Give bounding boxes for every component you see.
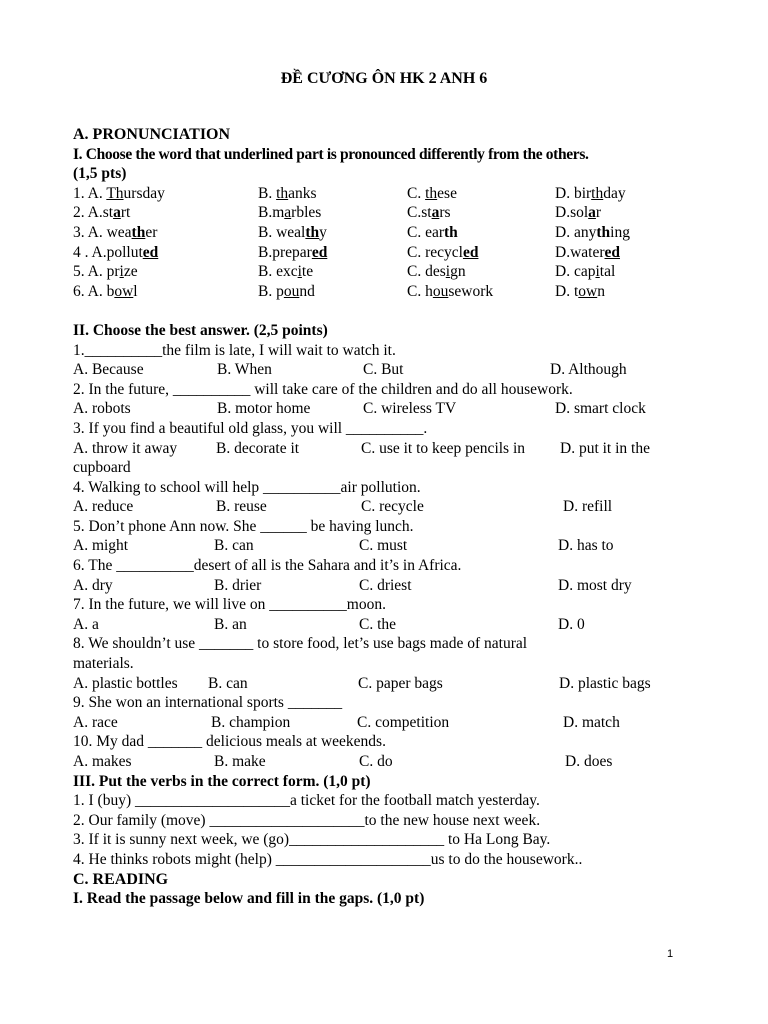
option-a: 6. A. bowl [73, 282, 138, 300]
answer-option: A. robots [73, 400, 131, 418]
answer-option: D. put it in the [560, 439, 650, 457]
option-d-word: watered [570, 243, 620, 261]
option-a: 4 . A.polluted [73, 243, 159, 261]
verb-form-list [73, 791, 673, 869]
question-text: 9. She won an international sports _______ [73, 694, 343, 712]
marked-letters: a [284, 204, 292, 222]
option-d: D. anything [555, 223, 630, 241]
answer-option: B. When [217, 361, 272, 379]
document-body [73, 125, 673, 909]
option-d-word: birthday [573, 184, 626, 202]
option-c: C. design [407, 263, 466, 281]
marked-letters: th [596, 223, 611, 241]
option-d: D.solar [555, 204, 602, 222]
option-b: B. wealthy [258, 223, 327, 241]
option-a: 3. A. weather [73, 223, 158, 241]
marked-letters: i [119, 263, 124, 281]
document-title: ĐỀ CƯƠNG ÔN HK 2 ANH 6 [280, 70, 488, 87]
option-c: C. these [407, 184, 457, 202]
answer-option: B. motor home [217, 400, 311, 418]
pronunciation-row [73, 262, 673, 282]
options-row [73, 536, 673, 556]
answer-option: D. plastic bags [559, 674, 651, 692]
answer-option: C. But [363, 361, 404, 379]
question-text: 8. We shouldn’t use _______ to store food, let’s use bags made of natural [73, 635, 528, 653]
answer-option: D. 0 [558, 615, 585, 633]
option-b: B.prepared [258, 243, 328, 261]
answer-option: B. champion [211, 713, 291, 731]
option-c-word: stars [421, 204, 451, 222]
answer-option: C. recycle [361, 498, 424, 516]
spacer [73, 301, 673, 321]
marked-letters: a [431, 204, 440, 222]
marked-letters: ed [142, 243, 159, 261]
marked-letters: th [305, 223, 320, 241]
option-b-word: wealthy [276, 223, 327, 241]
option-a-word: bowl [106, 282, 138, 300]
section-a-heading: A. PRONUNCIATION [73, 126, 231, 143]
pronunciation-row [73, 203, 673, 223]
answer-option: D. has to [558, 537, 614, 555]
option-a: 5. A. prize [73, 263, 138, 281]
marked-letters: a [588, 204, 596, 222]
multiple-choice-list [73, 341, 673, 772]
question-text: 2. In the future, __________ will take care of the children and do all housework. [73, 380, 573, 398]
part-i-heading: I. Choose the word that underlined part is pronounced differently from the others. [73, 145, 589, 163]
options-row [73, 674, 673, 694]
answer-option: C. must [359, 537, 408, 555]
option-b: B.marbles [258, 204, 322, 222]
option-c-word: these [425, 184, 457, 202]
option-a-word: weather [106, 223, 158, 241]
option-a-word: prize [106, 263, 138, 281]
answer-option: C. do [359, 753, 393, 770]
marked-letters: Th [106, 184, 124, 202]
marked-letters: th [131, 223, 146, 241]
marked-letters: ow [578, 282, 598, 300]
answer-option: A. makes [73, 753, 132, 770]
answer-option: C. paper bags [358, 674, 443, 692]
answer-option: B. decorate it [216, 439, 300, 457]
option-b-word: prepared [272, 243, 328, 261]
verb-question: 3. If it is sunny next week, we (go)____________________ to Ha Long Bay. [73, 831, 551, 849]
question-text: 10. My dad _______ delicious meals at weekends. [73, 733, 386, 751]
option-a-word: start [102, 204, 131, 222]
option-b-word: thanks [276, 184, 317, 202]
answer-option: A. Because [73, 361, 144, 379]
option-c: C.stars [407, 204, 451, 222]
option-d-word: anything [573, 223, 630, 241]
option-a: 1. A. Thursday [73, 184, 165, 202]
question-text: 7. In the future, we will live on __________moon. [73, 596, 386, 614]
option-c-word: earth [425, 223, 458, 241]
answer-option: C. wireless TV [363, 400, 457, 418]
option-continued: cupboard [73, 459, 131, 477]
answer-option: B. can [208, 674, 248, 692]
answer-option: C. driest [359, 576, 412, 594]
marked-letters: i [445, 263, 451, 281]
option-b: B. excite [258, 263, 314, 281]
marked-letters: a [113, 204, 121, 222]
marked-letters: ou [283, 282, 300, 300]
part-iii-heading: III. Put the verbs in the correct form. (1,0 pt) [73, 772, 371, 790]
verb-question: 2. Our family (move) ____________________to the new house next week. [73, 811, 541, 829]
marked-letters: ed [311, 243, 328, 261]
answer-option: D. smart clock [555, 400, 646, 418]
option-b: B. pound [258, 282, 315, 300]
option-b-word: pound [276, 282, 315, 300]
options-row [73, 497, 673, 517]
answer-option: B. an [214, 615, 247, 633]
answer-option: B. make [214, 753, 266, 770]
part-ii-heading: II. Choose the best answer. (2,5 points) [73, 321, 328, 339]
question-text-continued: materials. [73, 655, 134, 673]
options-row [73, 360, 673, 380]
pronunciation-row [73, 282, 673, 302]
marked-letters: th [276, 184, 289, 202]
options-row [73, 752, 673, 772]
pronunciation-list [73, 184, 673, 302]
answer-option: D. most dry [558, 576, 632, 594]
question-text: 1.__________the film is late, I will wait to watch it. [73, 341, 396, 359]
question-text: 3. If you find a beautiful old glass, you will __________. [73, 419, 428, 437]
answer-option: D. match [563, 713, 620, 731]
option-a: 2. A.start [73, 204, 131, 222]
option-c-word: recycled [425, 243, 479, 261]
option-d-word: solar [570, 204, 602, 222]
option-c: C. housework [407, 282, 494, 300]
option-d-word: town [573, 282, 605, 300]
option-c-word: housework [425, 282, 494, 300]
question-text: 6. The __________desert of all is the Sahara and it’s in Africa. [73, 557, 462, 575]
marked-letters: th [425, 184, 438, 202]
verb-question: 4. He thinks robots might (help) ____________________us to do the housework.. [73, 850, 583, 868]
question-text: 4. Walking to school will help __________air pollution. [73, 478, 421, 496]
option-d: D. capital [555, 263, 616, 281]
marked-letters: th [444, 223, 458, 241]
verb-question: 1. I (buy) ____________________a ticket for the football match yesterday. [73, 792, 540, 810]
reading-part-i-heading: I. Read the passage below and fill in the gaps. (1,0 pt) [73, 890, 425, 908]
pronunciation-row [73, 223, 673, 243]
marked-letters: th [591, 184, 604, 202]
option-a-word: Thursday [106, 184, 165, 202]
answer-option: C. use it to keep pencils in [361, 439, 526, 457]
answer-option: A. dry [73, 576, 113, 594]
answer-option: A. reduce [73, 498, 134, 516]
answer-option: A. plastic bottles [73, 674, 178, 692]
marked-letters: ow [114, 282, 134, 300]
option-c: C. earth [407, 223, 458, 241]
part-i-points: (1,5 pts) [73, 165, 127, 183]
answer-option: D. does [565, 753, 613, 770]
answer-option: D. refill [563, 498, 613, 516]
option-b-word: excite [276, 263, 314, 281]
option-c: C. recycled [407, 243, 479, 261]
marked-letters: ed [462, 243, 479, 261]
options-row [73, 576, 673, 596]
options-row [73, 615, 673, 635]
pronunciation-row [73, 184, 673, 204]
marked-letters: ed [604, 243, 620, 261]
options-row [73, 439, 673, 459]
marked-letters: ou [432, 282, 449, 300]
answer-option: A. race [73, 713, 118, 731]
options-row [73, 399, 673, 419]
options-row [73, 713, 673, 733]
option-b: B. thanks [258, 184, 317, 202]
option-d: D. birthday [555, 184, 626, 202]
answer-option: B. reuse [216, 498, 267, 516]
answer-option: A. throw it away [73, 439, 178, 457]
option-c-word: design [425, 263, 466, 281]
option-d-word: capital [573, 263, 616, 281]
answer-option: B. can [214, 537, 254, 555]
answer-option: C. the [359, 615, 397, 633]
section-c-heading: C. READING [73, 870, 169, 888]
question-text: 5. Don’t phone Ann now. She ______ be having lunch. [73, 517, 414, 535]
answer-option: D. Although [550, 361, 627, 379]
answer-option: A. might [73, 537, 129, 555]
answer-option: A. a [73, 615, 99, 633]
marked-letters: i [595, 263, 600, 281]
page-number: 1 [667, 948, 674, 960]
marked-letters: i [297, 263, 302, 281]
option-d: D. town [555, 282, 605, 300]
option-a-word: polluted [106, 243, 159, 261]
pronunciation-row [73, 243, 673, 263]
option-b-word: marbles [272, 204, 322, 222]
answer-option: B. drier [214, 576, 262, 594]
option-d: D.watered [555, 243, 620, 261]
answer-option: C. competition [357, 713, 450, 731]
